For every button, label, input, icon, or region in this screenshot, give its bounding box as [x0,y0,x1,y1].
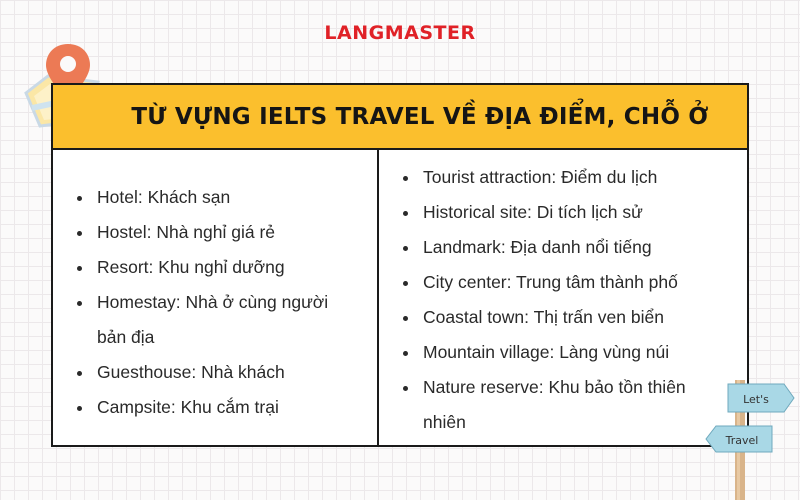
list-item: Resort: Khu nghỉ dưỡng [73,250,357,285]
list-item: Tourist attraction: Điểm du lịch [399,160,727,195]
lets-sign-label: Let's [743,393,769,406]
travel-sign-label: Travel [725,434,759,447]
list-item: City center: Trung tâm thành phố [399,265,727,300]
list-item: Historical site: Di tích lịch sử [399,195,727,230]
list-item: Hotel: Khách sạn [73,180,357,215]
accommodation-column [53,150,379,445]
list-item: Hostel: Nhà nghỉ giá rẻ [73,215,357,250]
places-column [379,150,747,445]
list-item: Nature reserve: Khu bảo tồn thiên nhiên [399,370,727,440]
table-header [53,85,747,150]
places-list [399,160,727,440]
list-item: Campsite: Khu cắm trại [73,390,357,425]
list-item: Guesthouse: Nhà khách [73,355,357,390]
list-item: Coastal town: Thị trấn ven biển [399,300,727,335]
langmaster-logo: LANGMASTER [324,22,476,44]
list-item: Mountain village: Làng vùng núi [399,335,727,370]
page-title: TỪ VỰNG IELTS TRAVEL VỀ ĐỊA ĐIỂM, CHỖ Ở [131,103,709,130]
signpost-icon [700,380,800,500]
list-item: Homestay: Nhà ở cùng người bản địa [73,285,357,355]
table-body [53,150,747,445]
accommodation-list [73,180,357,425]
vocabulary-table [51,83,749,447]
list-item: Landmark: Địa danh nổi tiếng [399,230,727,265]
